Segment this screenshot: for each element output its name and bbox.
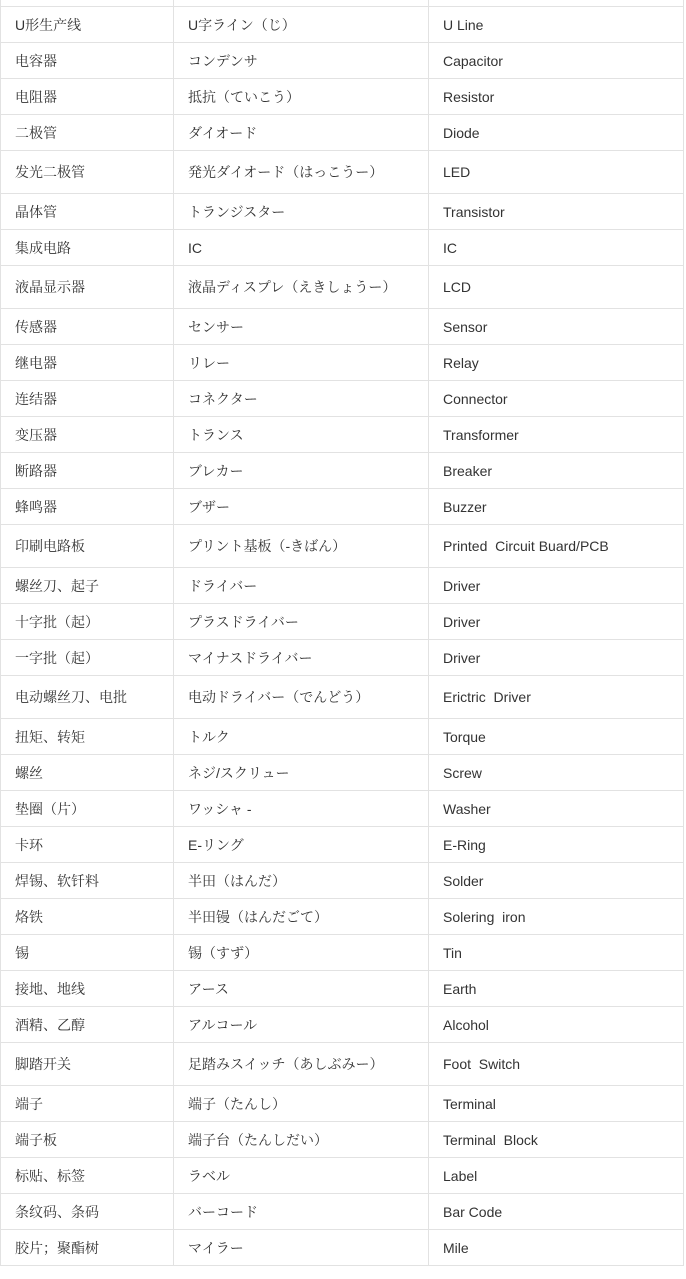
cell-chinese: 脚踏开关 — [1, 1043, 174, 1085]
table-row — [1, 489, 683, 525]
table-row — [1, 640, 683, 676]
table-row — [1, 1043, 683, 1086]
cell-english: Diode — [443, 124, 480, 141]
cell-japanese: コンデンサ — [174, 43, 429, 78]
cell-japanese: バーコード — [174, 1194, 429, 1229]
cell-chinese: 垫圈（片） — [1, 791, 174, 826]
cell-japanese — [174, 0, 429, 6]
table-row — [1, 79, 683, 115]
cell-english: Tin — [443, 944, 462, 961]
cell-english — [429, 0, 683, 6]
table-row — [1, 7, 683, 43]
cell-japanese: トランス — [174, 417, 429, 452]
cell-english: Foot Switch — [443, 1056, 521, 1072]
cell-japanese: リレー — [174, 345, 429, 380]
cell-japanese: マイナスドライバー — [174, 640, 429, 675]
partial-row-top — [1, 0, 683, 7]
cell-chinese: 一字批（起） — [1, 640, 174, 675]
cell-japanese: 端子（たんし） — [174, 1086, 429, 1121]
cell-chinese: 卡环 — [1, 827, 174, 862]
table-row — [1, 604, 683, 640]
cell-japanese: センサー — [174, 309, 429, 344]
table-row — [1, 935, 683, 971]
cell-english: Sensor — [443, 318, 488, 335]
cell-english: Washer — [443, 800, 491, 817]
cell-japanese: ワッシャ - — [174, 791, 429, 826]
cell-chinese: 蜂鸣器 — [1, 489, 174, 524]
cell-chinese: 接地、地线 — [1, 971, 174, 1006]
cell-chinese: 变压器 — [1, 417, 174, 452]
cell-japanese: ラベル — [174, 1158, 429, 1193]
table-row — [1, 266, 683, 309]
table-row — [1, 115, 683, 151]
table-row — [1, 309, 683, 345]
cell-chinese: 印刷电路板 — [1, 525, 174, 567]
cell-japanese: 発光ダイオード（はっこうー） — [174, 151, 429, 193]
cell-english: Transistor — [443, 203, 505, 220]
cell-japanese: IC — [174, 230, 429, 265]
cell-japanese: U字ライン（じ） — [174, 7, 429, 42]
cell-english: Capacitor — [443, 52, 503, 69]
cell-chinese: 电动螺丝刀、电批 — [1, 676, 174, 718]
cell-english: Connector — [443, 390, 508, 407]
cell-chinese: 传感器 — [1, 309, 174, 344]
cell-japanese: 端子台（たんしだい） — [174, 1122, 429, 1157]
cell-chinese: 标贴、标签 — [1, 1158, 174, 1193]
table-row — [1, 755, 683, 791]
table-row — [1, 1086, 683, 1122]
cell-chinese: 晶体管 — [1, 194, 174, 229]
cell-chinese: 继电器 — [1, 345, 174, 380]
cell-japanese: マイラー — [174, 1230, 429, 1265]
cell-chinese: 焊锡、软钎料 — [1, 863, 174, 898]
cell-chinese: 胶片；聚酯树 — [1, 1230, 174, 1265]
cell-chinese: 螺丝 — [1, 755, 174, 790]
table-row — [1, 230, 683, 266]
table-row — [1, 971, 683, 1007]
cell-english: Solering iron — [443, 908, 526, 925]
table-row — [1, 1230, 683, 1266]
cell-chinese: 二极管 — [1, 115, 174, 150]
cell-english: U Line — [443, 16, 484, 33]
cell-chinese: 锡 — [1, 935, 174, 970]
cell-chinese: 酒精、乙醇 — [1, 1007, 174, 1042]
cell-english: Terminal Block — [443, 1131, 538, 1148]
cell-japanese: ダイオード — [174, 115, 429, 150]
cell-english: Solder — [443, 872, 484, 889]
cell-chinese: U形生产线 — [1, 7, 174, 42]
cell-english: Printed Circuit Buard/PCB — [443, 538, 609, 554]
cell-japanese: 半田（はんだ） — [174, 863, 429, 898]
cell-japanese: 锡（すず） — [174, 935, 429, 970]
cell-chinese: 螺丝刀、起子 — [1, 568, 174, 603]
cell-english: Relay — [443, 354, 479, 371]
table-row — [1, 863, 683, 899]
cell-english: Resistor — [443, 88, 495, 105]
table-row — [1, 676, 683, 719]
cell-english: IC — [443, 239, 457, 256]
table-row — [1, 827, 683, 863]
cell-japanese: E-リング — [174, 827, 429, 862]
cell-english: Screw — [443, 764, 482, 781]
cell-chinese: 烙铁 — [1, 899, 174, 934]
cell-english: Alcohol — [443, 1016, 489, 1033]
table-row — [1, 899, 683, 935]
table-row — [1, 453, 683, 489]
cell-japanese: ブザー — [174, 489, 429, 524]
table-row — [1, 525, 683, 568]
table-row — [1, 1158, 683, 1194]
table-row — [1, 1194, 683, 1230]
cell-chinese: 端子 — [1, 1086, 174, 1121]
cell-english: Bar Code — [443, 1203, 503, 1220]
cell-chinese: 断路器 — [1, 453, 174, 488]
cell-english: Earth — [443, 980, 477, 997]
cell-japanese: アルコール — [174, 1007, 429, 1042]
cell-english: LED — [443, 164, 471, 180]
table-row — [1, 719, 683, 755]
cell-english: Driver — [443, 577, 481, 594]
cell-english: Torque — [443, 728, 486, 745]
cell-english: Mile — [443, 1239, 469, 1256]
table-row — [1, 1007, 683, 1043]
cell-japanese: アース — [174, 971, 429, 1006]
cell-japanese: プラスドライバー — [174, 604, 429, 639]
table-row — [1, 381, 683, 417]
cell-english: Driver — [443, 649, 481, 666]
cell-japanese: コネクター — [174, 381, 429, 416]
cell-japanese: プリント基板（‐きばん） — [174, 525, 429, 567]
cell-english: LCD — [443, 279, 472, 295]
cell-english: Label — [443, 1167, 478, 1184]
table-row — [1, 345, 683, 381]
table-row — [1, 568, 683, 604]
table-row — [1, 417, 683, 453]
cell-japanese: 半田镘（はんだごて） — [174, 899, 429, 934]
cell-chinese: 端子板 — [1, 1122, 174, 1157]
cell-japanese: トルク — [174, 719, 429, 754]
cell-chinese: 十字批（起） — [1, 604, 174, 639]
table-row — [1, 1122, 683, 1158]
cell-chinese: 电容器 — [1, 43, 174, 78]
table-row — [1, 791, 683, 827]
cell-chinese — [1, 0, 174, 6]
cell-chinese: 集成电路 — [1, 230, 174, 265]
cell-japanese: トランジスター — [174, 194, 429, 229]
cell-english: Breaker — [443, 462, 493, 479]
cell-chinese: 连结器 — [1, 381, 174, 416]
cell-chinese: 发光二极管 — [1, 151, 174, 193]
table-row — [1, 194, 683, 230]
cell-chinese: 条纹码、条码 — [1, 1194, 174, 1229]
cell-english: Driver — [443, 613, 481, 630]
cell-english: Terminal — [443, 1095, 496, 1112]
cell-chinese: 液晶显示器 — [1, 266, 174, 308]
cell-english: E-Ring — [443, 836, 486, 853]
cell-english: Erictric Driver — [443, 689, 531, 705]
cell-japanese: ドライバー — [174, 568, 429, 603]
table-row — [1, 151, 683, 194]
cell-japanese: ブレカー — [174, 453, 429, 488]
cell-japanese: ネジ/スクリュー — [174, 755, 429, 790]
cell-chinese: 扭矩、转矩 — [1, 719, 174, 754]
cell-english: Buzzer — [443, 498, 487, 515]
cell-chinese: 电阻器 — [1, 79, 174, 114]
cell-japanese: 电动ドライバー（でんどう） — [174, 676, 429, 718]
cell-english: Transformer — [443, 426, 519, 443]
cell-japanese: 抵抗（ていこう） — [174, 79, 429, 114]
table-row — [1, 43, 683, 79]
cell-japanese: 液晶ディスプレ（えきしょうー） — [174, 266, 429, 308]
cell-japanese: 足踏みスイッチ（あしぶみー） — [174, 1043, 429, 1085]
